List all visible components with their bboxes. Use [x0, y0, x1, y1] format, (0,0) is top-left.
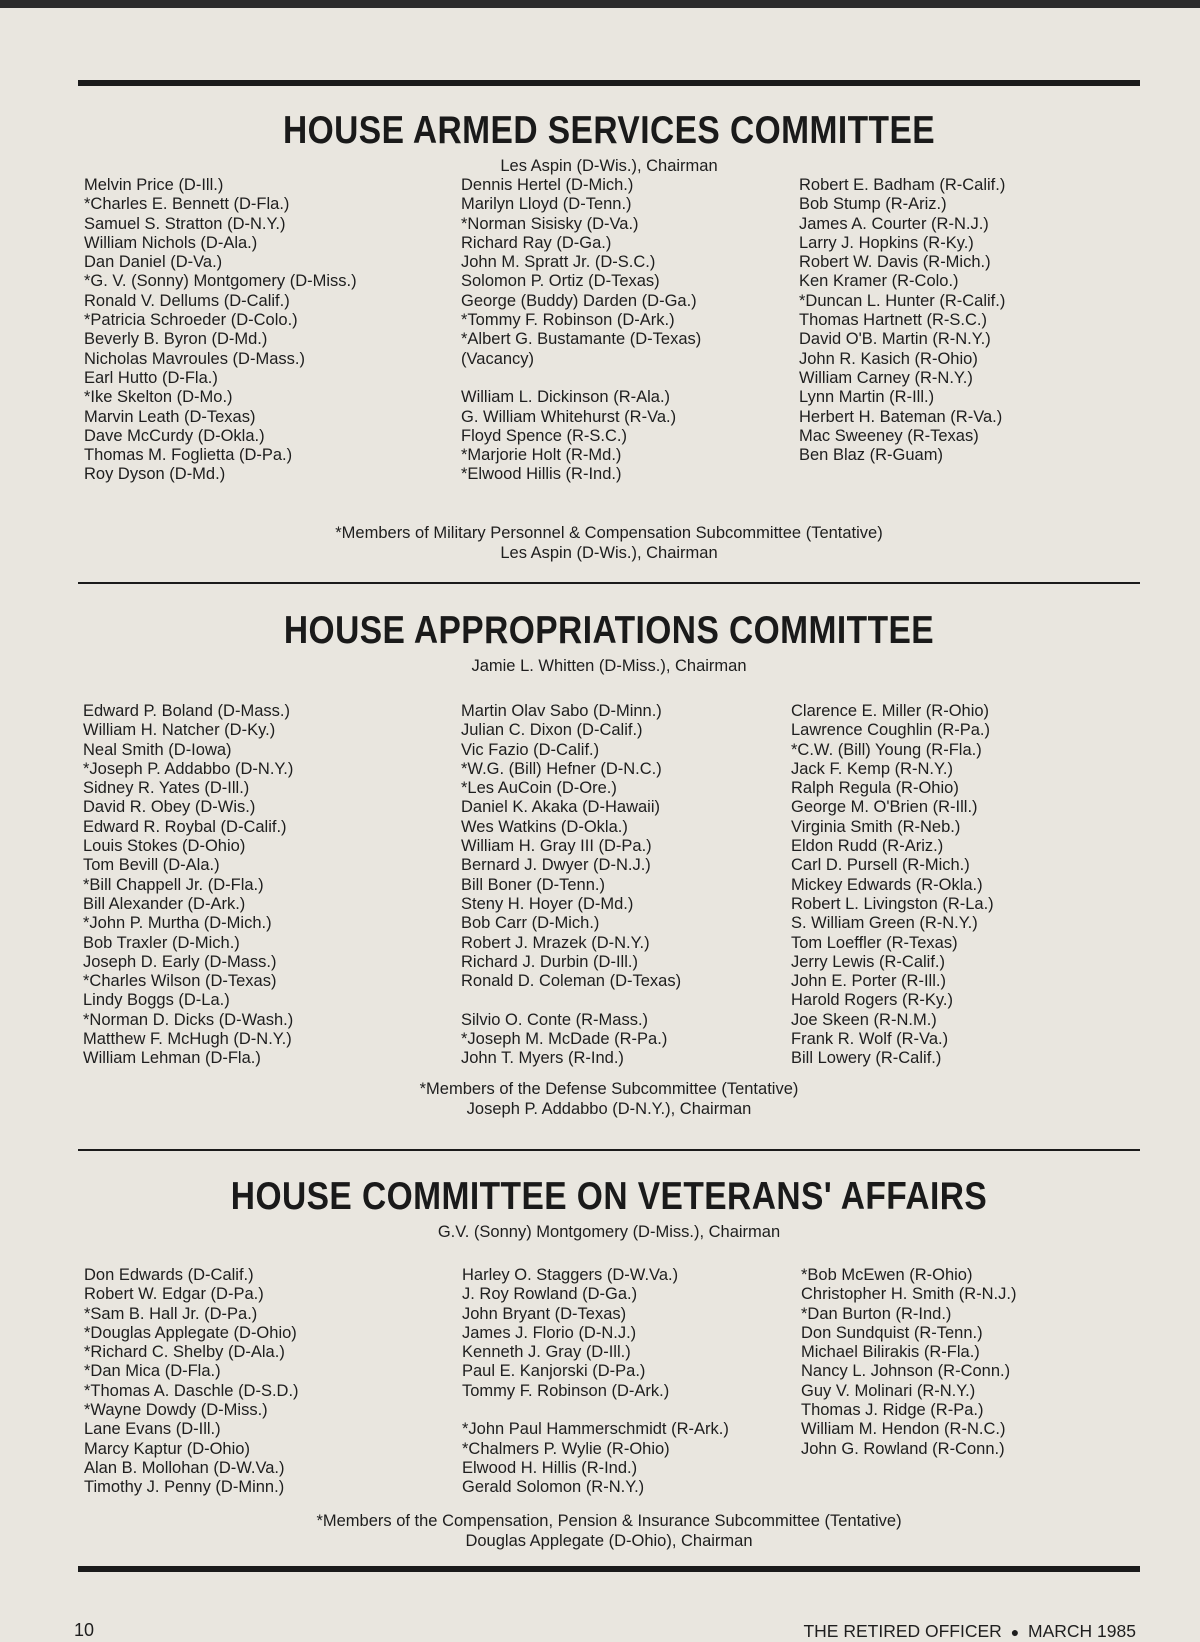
member-name: Jack F. Kemp (R-N.Y.) [791, 759, 953, 778]
member-name: *Joseph P. Addabbo (D-N.Y.) [83, 759, 294, 778]
member-name: Dennis Hertel (D-Mich.) [461, 176, 634, 194]
member-name: Louis Stokes (D-Ohio) [83, 837, 246, 856]
member-name: Carl D. Pursell (R-Mich.) [791, 856, 970, 875]
committee-chairman: Jamie L. Whitten (D-Miss.), Chairman [471, 657, 747, 675]
member-name: Nancy L. Johnson (R-Conn.) [801, 1362, 1011, 1381]
subcommittee-chairman: Joseph P. Addabbo (D-N.Y.), Chairman [466, 1100, 752, 1118]
member-name: Thomas Hartnett (R-S.C.) [799, 311, 987, 330]
member-name: John Bryant (D-Texas) [462, 1304, 627, 1323]
member-column-1 [83, 702, 293, 1069]
veterans-affairs-section [78, 1174, 1140, 1594]
member-name: Mac Sweeney (R-Texas) [799, 426, 979, 445]
member-name: Bill Lowery (R-Calif.) [791, 1049, 942, 1068]
column-spacer [461, 369, 701, 388]
member-name: *C.W. (Bill) Young (R-Fla.) [791, 740, 982, 759]
member-name: Ben Blaz (R-Guam) [799, 446, 943, 465]
member-name: Edward R. Roybal (D-Calif.) [83, 817, 287, 836]
member-name: Wes Watkins (D-Okla.) [461, 817, 628, 836]
committee-chairman: Les Aspin (D-Wis.), Chairman [500, 157, 718, 175]
member-name: Bob Carr (D-Mich.) [461, 914, 600, 933]
member-name: Bob Stump (R-Ariz.) [799, 195, 947, 214]
member-name: *Dan Mica (D-Fla.) [84, 1362, 221, 1381]
subcommittee-note: *Members of Military Personnel & Compensation Subcommittee (Tentative) [335, 524, 883, 542]
member-name: William M. Hendon (R-N.C.) [801, 1420, 1006, 1439]
member-name: Gerald Solomon (R-N.Y.) [462, 1478, 645, 1497]
member-name: Ronald V. Dellums (D-Calif.) [84, 291, 290, 310]
member-name: Bernard J. Dwyer (D-N.J.) [461, 856, 651, 875]
member-name: G. William Whitehurst (R-Va.) [461, 407, 677, 426]
member-name: Neal Smith (D-Iowa) [83, 740, 232, 759]
page-number: 10 [74, 1620, 95, 1640]
member-name: Bob Traxler (D-Mich.) [83, 933, 240, 952]
member-name: George (Buddy) Darden (D-Ga.) [461, 291, 697, 310]
bullet-icon: ● [1010, 1624, 1020, 1640]
member-name: Tom Bevill (D-Ala.) [83, 856, 220, 875]
member-column-1 [84, 176, 357, 485]
member-name: Kenneth J. Gray (D-Ill.) [462, 1343, 631, 1362]
section-title: HOUSE COMMITTEE ON VETERANS' AFFAIRS [230, 1175, 988, 1218]
member-name: *G. V. (Sonny) Montgomery (D-Miss.) [84, 272, 357, 291]
member-name: Mickey Edwards (R-Okla.) [791, 875, 983, 894]
subcommittee-chairman: Les Aspin (D-Wis.), Chairman [500, 544, 718, 562]
member-name: Herbert H. Bateman (R-Va.) [799, 407, 1003, 426]
section-divider [78, 1149, 1140, 1151]
member-name: *Marjorie Holt (R-Md.) [461, 446, 622, 465]
member-name: William L. Dickinson (R-Ala.) [461, 388, 671, 407]
member-name: Melvin Price (D-Ill.) [84, 176, 224, 194]
member-name: Timothy J. Penny (D-Minn.) [84, 1478, 285, 1497]
member-name: Steny H. Hoyer (D-Md.) [461, 894, 634, 913]
member-name: *Richard C. Shelby (D-Ala.) [84, 1343, 285, 1362]
member-name: *Patricia Schroeder (D-Colo.) [84, 311, 298, 330]
member-name: David R. Obey (D-Wis.) [83, 798, 256, 817]
member-name: *Norman Sisisky (D-Va.) [461, 214, 639, 233]
issue-date: MARCH 1985 [1028, 1621, 1136, 1641]
member-name: John M. Spratt Jr. (D-S.C.) [461, 253, 656, 272]
member-name: William H. Gray III (D-Pa.) [461, 837, 652, 856]
member-name: Joseph D. Early (D-Mass.) [83, 952, 277, 971]
member-name: *Bill Chappell Jr. (D-Fla.) [83, 875, 264, 894]
member-name: Matthew F. McHugh (D-N.Y.) [83, 1030, 292, 1049]
member-name: John E. Porter (R-Ill.) [791, 972, 946, 991]
member-name: *Douglas Applegate (D-Ohio) [84, 1323, 297, 1342]
member-column-1 [84, 1266, 299, 1498]
member-name: Daniel K. Akaka (D-Hawaii) [461, 798, 660, 817]
member-name: Clarence E. Miller (R-Ohio) [791, 702, 990, 720]
publication-name: THE RETIRED OFFICER [803, 1621, 1002, 1641]
section-divider [78, 582, 1140, 584]
member-name: Ken Kramer (R-Colo.) [799, 272, 959, 291]
member-name: Alan B. Mollohan (D-W.Va.) [84, 1458, 285, 1477]
column-spacer [462, 1401, 729, 1420]
member-name: *Albert G. Bustamante (D-Texas) [461, 330, 702, 349]
member-column-3 [801, 1266, 1016, 1459]
member-column-3 [791, 702, 994, 1069]
member-name: James J. Florio (D-N.J.) [462, 1323, 637, 1342]
member-name: Lane Evans (D-Ill.) [84, 1420, 221, 1439]
member-column-2 [462, 1266, 729, 1498]
member-name: Edward P. Boland (D-Mass.) [83, 702, 290, 720]
member-name: Nicholas Mavroules (D-Mass.) [84, 349, 305, 368]
subcommittee-note: *Members of the Compensation, Pension & Insurance Subcommittee (Tentative) [316, 1512, 902, 1530]
section-divider-bottom [78, 1566, 1140, 1572]
member-name: *W.G. (Bill) Hefner (D-N.C.) [461, 759, 662, 778]
member-name: Vic Fazio (D-Calif.) [461, 740, 600, 759]
member-name: Tommy F. Robinson (D-Ark.) [462, 1381, 670, 1400]
member-name: Richard Ray (D-Ga.) [461, 233, 612, 252]
member-name: Marilyn Lloyd (D-Tenn.) [461, 195, 632, 214]
member-name: Joe Skeen (R-N.M.) [791, 1010, 937, 1029]
member-name: *Norman D. Dicks (D-Wash.) [83, 1010, 294, 1029]
member-name: Don Edwards (D-Calif.) [84, 1266, 254, 1284]
member-name: *Les AuCoin (D-Ore.) [461, 779, 617, 798]
armed-services-section [78, 108, 1140, 562]
member-name: Richard J. Durbin (D-Ill.) [461, 952, 638, 971]
member-name: Thomas M. Foglietta (D-Pa.) [84, 446, 293, 465]
member-name: *Tommy F. Robinson (D-Ark.) [461, 311, 675, 330]
member-name: *Ike Skelton (D-Mo.) [84, 388, 233, 407]
member-name: *Duncan L. Hunter (R-Calif.) [799, 291, 1006, 310]
top-border [0, 0, 1200, 8]
column-spacer [461, 991, 681, 1010]
member-name: David O'B. Martin (R-N.Y.) [799, 330, 991, 349]
member-name: Ralph Regula (R-Ohio) [791, 779, 959, 798]
member-name: Solomon P. Ortiz (D-Texas) [461, 272, 660, 291]
member-name: *John P. Murtha (D-Mich.) [83, 914, 272, 933]
member-name: Lawrence Coughlin (R-Pa.) [791, 721, 991, 740]
member-name: *Chalmers P. Wylie (R-Ohio) [462, 1439, 670, 1458]
member-name: *Wayne Dowdy (D-Miss.) [84, 1401, 268, 1420]
member-name: Dan Daniel (D-Va.) [84, 253, 223, 272]
member-name: Robert W. Davis (R-Mich.) [799, 253, 991, 272]
member-name: Elwood H. Hillis (R-Ind.) [462, 1458, 638, 1477]
member-name: Thomas J. Ridge (R-Pa.) [801, 1401, 984, 1420]
member-name: Frank R. Wolf (R-Va.) [791, 1030, 949, 1049]
member-name: William Nichols (D-Ala.) [84, 233, 258, 252]
subcommittee-note: *Members of the Defense Subcommittee (Tentative) [419, 1080, 799, 1098]
member-name: Robert J. Mrazek (D-N.Y.) [461, 933, 650, 952]
member-name: Tom Loeffler (R-Texas) [791, 933, 958, 952]
member-name: Robert E. Badham (R-Calif.) [799, 176, 1006, 194]
member-name: Michael Bilirakis (R-Fla.) [801, 1343, 980, 1362]
member-name: Floyd Spence (R-S.C.) [461, 426, 627, 445]
member-name: (Vacancy) [461, 349, 535, 368]
member-name: *Joseph M. McDade (R-Pa.) [461, 1030, 668, 1049]
member-name: Harold Rogers (R-Ky.) [791, 991, 953, 1010]
member-column-3 [799, 176, 1005, 465]
member-name: Larry J. Hopkins (R-Ky.) [799, 233, 974, 252]
member-name: Guy V. Molinari (R-N.Y.) [801, 1381, 976, 1400]
appropriations-section [78, 608, 1140, 1128]
member-name: Marvin Leath (D-Texas) [84, 407, 256, 426]
member-name: William Lehman (D-Fla.) [83, 1049, 261, 1068]
section-title: HOUSE APPROPRIATIONS COMMITTEE [283, 609, 935, 652]
member-name: James A. Courter (R-N.J.) [799, 214, 989, 233]
section-divider-top [78, 80, 1140, 86]
member-name: *Elwood Hillis (R-Ind.) [461, 465, 622, 484]
member-name: Roy Dyson (D-Md.) [84, 465, 226, 484]
member-name: Lynn Martin (R-Ill.) [799, 388, 935, 407]
member-name: J. Roy Rowland (D-Ga.) [462, 1285, 638, 1304]
member-name: Christopher H. Smith (R-N.J.) [801, 1285, 1017, 1304]
member-name: Don Sundquist (R-Tenn.) [801, 1323, 983, 1342]
member-name: Dave McCurdy (D-Okla.) [84, 426, 265, 445]
member-name: *Thomas A. Daschle (D-S.D.) [84, 1381, 299, 1400]
member-name: Ronald D. Coleman (D-Texas) [461, 972, 682, 991]
member-column-2 [461, 702, 681, 1069]
member-name: *Bob McEwen (R-Ohio) [801, 1266, 973, 1284]
member-name: Virginia Smith (R-Neb.) [791, 817, 961, 836]
member-name: Robert W. Edgar (D-Pa.) [84, 1285, 264, 1304]
member-name: John T. Myers (R-Ind.) [461, 1049, 624, 1068]
member-name: Harley O. Staggers (D-W.Va.) [462, 1266, 679, 1284]
member-name: Beverly B. Byron (D-Md.) [84, 330, 268, 349]
member-column-2 [461, 176, 701, 485]
member-name: Jerry Lewis (R-Calif.) [791, 952, 946, 971]
member-name: Marcy Kaptur (D-Ohio) [84, 1439, 250, 1458]
member-name: Bill Boner (D-Tenn.) [461, 875, 605, 894]
member-name: *Charles E. Bennett (D-Fla.) [84, 195, 290, 214]
member-name: Julian C. Dixon (D-Calif.) [461, 721, 643, 740]
subcommittee-chairman: Douglas Applegate (D-Ohio), Chairman [465, 1532, 753, 1550]
member-name: John G. Rowland (R-Conn.) [801, 1439, 1005, 1458]
member-name: *John Paul Hammerschmidt (R-Ark.) [462, 1420, 729, 1439]
member-name: *Charles Wilson (D-Texas) [83, 972, 277, 991]
member-name: S. William Green (R-N.Y.) [791, 914, 978, 933]
member-name: *Dan Burton (R-Ind.) [801, 1304, 952, 1323]
section-title: HOUSE ARMED SERVICES COMMITTEE [282, 109, 936, 152]
member-name: John R. Kasich (R-Ohio) [799, 349, 978, 368]
committee-chairman: G.V. (Sonny) Montgomery (D-Miss.), Chairman [437, 1223, 781, 1241]
member-name: Silvio O. Conte (R-Mass.) [461, 1010, 649, 1029]
member-name: Bill Alexander (D-Ark.) [83, 894, 246, 913]
member-name: Paul E. Kanjorski (D-Pa.) [462, 1362, 646, 1381]
member-name: Eldon Rudd (R-Ariz.) [791, 837, 944, 856]
member-name: George M. O'Brien (R-Ill.) [791, 798, 978, 817]
member-name: Robert L. Livingston (R-La.) [791, 894, 994, 913]
member-name: Samuel S. Stratton (D-N.Y.) [84, 214, 286, 233]
member-name: *Sam B. Hall Jr. (D-Pa.) [84, 1304, 258, 1323]
member-name: Lindy Boggs (D-La.) [83, 991, 230, 1010]
member-name: Martin Olav Sabo (D-Minn.) [461, 702, 662, 720]
member-name: Earl Hutto (D-Fla.) [84, 368, 218, 387]
member-name: William H. Natcher (D-Ky.) [83, 721, 276, 740]
member-name: William Carney (R-N.Y.) [799, 368, 973, 387]
member-name: Sidney R. Yates (D-Ill.) [83, 779, 250, 798]
